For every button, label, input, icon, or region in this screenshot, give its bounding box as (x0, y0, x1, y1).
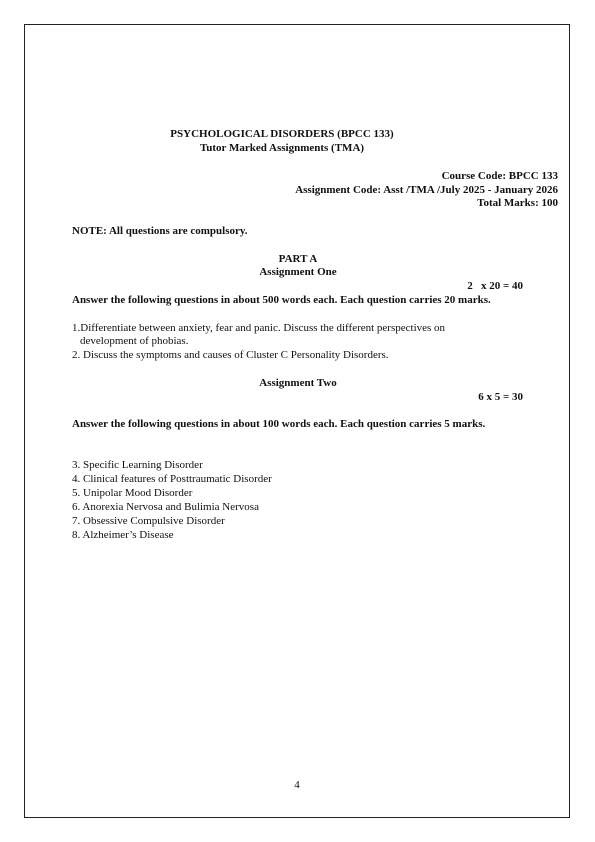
question-1-line-1: 1.Differentiate between anxiety, fear and panic. Discuss the different perspectives on (72, 322, 446, 334)
question-1-line-2: development of phobias. (80, 335, 189, 347)
question-7: 7. Obsessive Compulsive Disorder (72, 515, 225, 527)
question-4: 4. Clinical features of Posttraumatic Disorder (72, 473, 272, 485)
question-6: 6. Anorexia Nervosa and Bulimia Nervosa (72, 501, 259, 513)
part-a-heading: PART A (278, 253, 318, 265)
note: NOTE: All questions are compulsory. (72, 225, 248, 237)
page-number: 4 (294, 779, 300, 791)
course-code: Course Code: BPCC 133 (441, 170, 558, 182)
assignment-two-instruction: Answer the following questions in about 100 words each. Each question carries 5 marks. (72, 418, 486, 430)
assignment-one-heading: Assignment One (259, 266, 337, 278)
assignment-code: Assignment Code: Asst /TMA /July 2025 - January 2026 (295, 184, 558, 196)
assignment-two-marks: 6 x 5 = 30 (478, 391, 523, 403)
assignment-one-instruction: Answer the following questions in about 500 words each. Each question carries 20 marks. (72, 294, 491, 306)
document-subtitle: Tutor Marked Assignments (TMA) (199, 142, 365, 154)
question-5: 5. Unipolar Mood Disorder (72, 487, 193, 499)
total-marks: Total Marks: 100 (477, 197, 558, 209)
question-8: 8. Alzheimer’s Disease (72, 529, 174, 541)
question-3: 3. Specific Learning Disorder (72, 459, 203, 471)
question-2: 2. Discuss the symptoms and causes of Cluster C Personality Disorders. (72, 349, 389, 361)
assignment-two-heading: Assignment Two (259, 377, 337, 389)
document-title: PSYCHOLOGICAL DISORDERS (BPCC 133) (170, 128, 394, 140)
assignment-one-marks: 2 x 20 = 40 (467, 280, 523, 292)
